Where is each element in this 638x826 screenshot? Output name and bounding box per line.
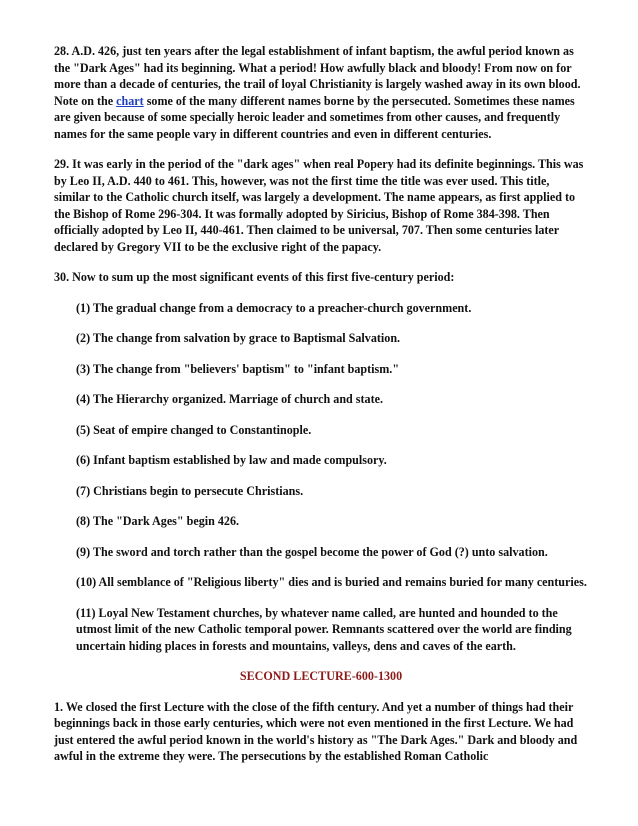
paragraph-28	[54, 43, 588, 142]
list-item: (9) The sword and torch rather than the gospel become the power of God (?) unto salvation.	[76, 544, 548, 559]
list-item: (7) Christians begin to persecute Christians.	[76, 483, 304, 498]
list-item: (11) Loyal New Testament churches, by whatever name called, are hunted and hounded to the utmost limit of the new Catholic temporal power. Remnants scattered over the world are finding uncertain hiding places in forests and mountains, valleys, dens and caves of the earth.	[76, 605, 572, 653]
chart-link[interactable]: chart	[116, 93, 144, 108]
list-item: (8) The "Dark Ages" begin 426.	[76, 514, 240, 528]
list-item: (3) The change from "believers' baptism" to "infant baptism."	[76, 361, 400, 376]
list-item: (10) All semblance of "Religious liberty" dies and is buried and remains buried for many centuries.	[76, 575, 587, 589]
paragraph-28-text-a: 28. A.D. 426, just ten years after the legal establishment of infant baptism, the awful period known as the "Dark Ages" had its beginning. What a period! How awfully black and bloody! From now on for more than a decade of centuries, the trail of loyal Christianity is largely washed away in its own blood. Note on the	[54, 44, 581, 108]
list-item: (5) Seat of empire changed to Constantinople.	[76, 422, 312, 437]
list-item: (4) The Hierarchy organized. Marriage of church and state.	[76, 392, 384, 406]
second-lecture-paragraph-1: 1. We closed the first Lecture with the close of the fifth century. And yet a number of things had their beginnings back in those early centuries, which were not even mentioned in the first Lecture. We had just entered the awful period known in the world's history as "The Dark Ages." Dark and bloody and awful in the extreme they were. The persecutions by the established Roman Catholic	[54, 699, 578, 763]
second-lecture-heading: SECOND LECTURE-600-1300	[239, 669, 403, 683]
paragraph-28-text-b: some of the many different names borne by the persecuted. Sometimes these names are given because of some specially heroic leader and sometimes from other causes, and frequently names for the same people vary in different countries and even in different centuries.	[54, 93, 575, 141]
list-item: (2) The change from salvation by grace to Baptismal Salvation.	[76, 331, 401, 345]
paragraph-30: 30. Now to sum up the most significant events of this first five-century period:	[54, 270, 455, 284]
events-list	[76, 300, 588, 655]
document-page	[54, 43, 588, 779]
list-item: (6) Infant baptism established by law and made compulsory.	[76, 453, 387, 467]
paragraph-29: 29. It was early in the period of the "dark ages" when real Popery had its definite beginnings. This was by Leo II, A.D. 440 to 461. This, however, was not the first time the title was ever used. This title, similar to the Catholic church itself, was largely a development. The name appears, as first applied to the Bishop of Rome 296-304. It was formally adopted by Siricius, Bishop of Rome 384-398. Then officially adopted by Leo II, 440-461. Then claimed to be universal, 707. Then some centuries later declared by Gregory VII to be the exclusive right of the papacy.	[54, 157, 584, 254]
list-item: (1) The gradual change from a democracy to a preacher-church government.	[76, 300, 472, 315]
